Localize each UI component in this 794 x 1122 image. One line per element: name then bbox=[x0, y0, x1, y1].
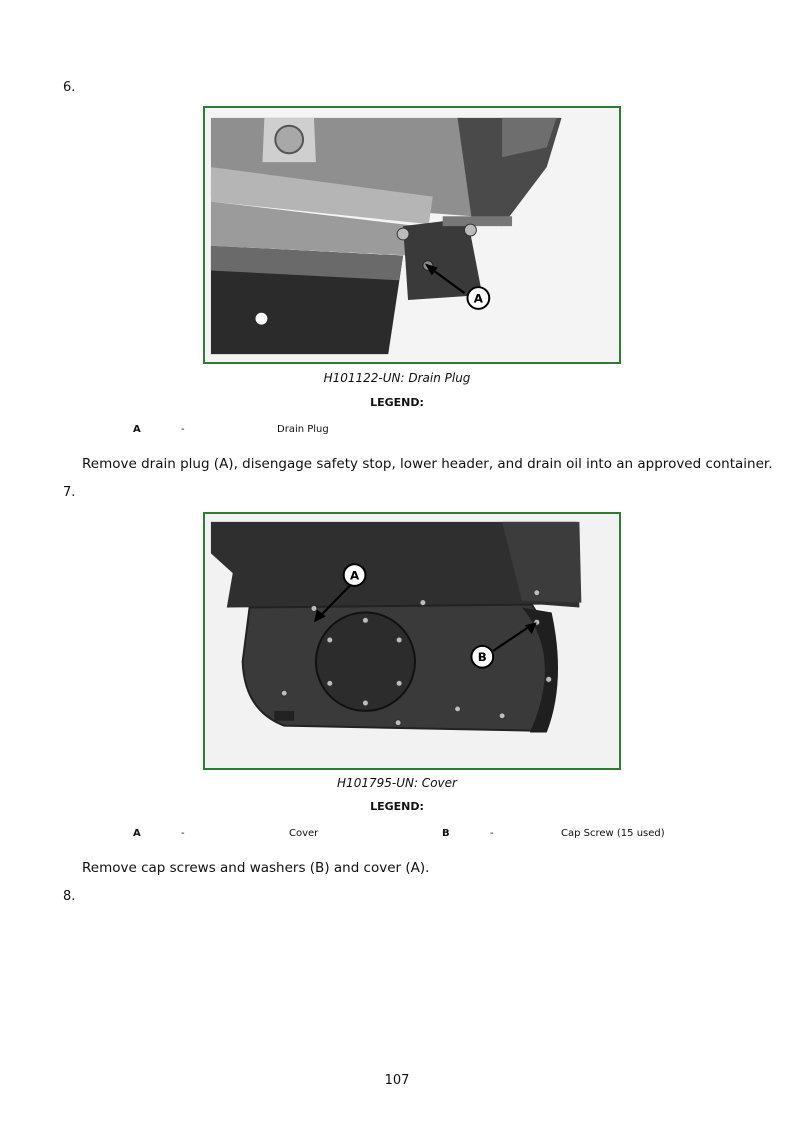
callout-label-a: A bbox=[349, 568, 360, 583]
figure-caption: H101122-UN: Drain Plug bbox=[323, 371, 471, 385]
figure-caption: H101795-UN: Cover bbox=[337, 776, 457, 790]
callout-arrow-line bbox=[431, 268, 465, 293]
callout-arrowhead bbox=[425, 264, 438, 276]
callout-layer bbox=[205, 514, 619, 768]
callout-label-a: A bbox=[473, 291, 483, 306]
legend-dash: - bbox=[490, 828, 494, 839]
legend-key: A bbox=[133, 828, 141, 839]
legend-key: B bbox=[442, 828, 450, 839]
legend-dash: - bbox=[181, 424, 185, 435]
legend-description: Cap Screw (15 used) bbox=[561, 828, 665, 839]
cover-photo bbox=[203, 512, 621, 770]
callout-arrow-line bbox=[493, 626, 530, 651]
step-number: 8. bbox=[63, 889, 76, 904]
legend-key: A bbox=[133, 424, 141, 435]
legend-dash: - bbox=[181, 828, 185, 839]
callout-layer bbox=[205, 108, 619, 362]
step-number: 6. bbox=[63, 80, 76, 95]
step-instruction: Remove cap screws and washers (B) and cover (A). bbox=[82, 860, 430, 876]
legend-title: LEGEND: bbox=[370, 800, 424, 813]
step-instruction: Remove drain plug (A), disengage safety stop, lower header, and drain oil into an approved container. bbox=[82, 456, 773, 472]
legend-description: Drain Plug bbox=[277, 424, 329, 435]
callout-label-b: B bbox=[477, 650, 487, 665]
drain-plug-photo bbox=[203, 106, 621, 364]
page-number: 107 bbox=[384, 1073, 410, 1088]
callout-arrow-line bbox=[320, 585, 351, 617]
step-number: 7. bbox=[63, 485, 76, 500]
legend-description: Cover bbox=[289, 828, 319, 839]
legend-title: LEGEND: bbox=[370, 396, 424, 409]
